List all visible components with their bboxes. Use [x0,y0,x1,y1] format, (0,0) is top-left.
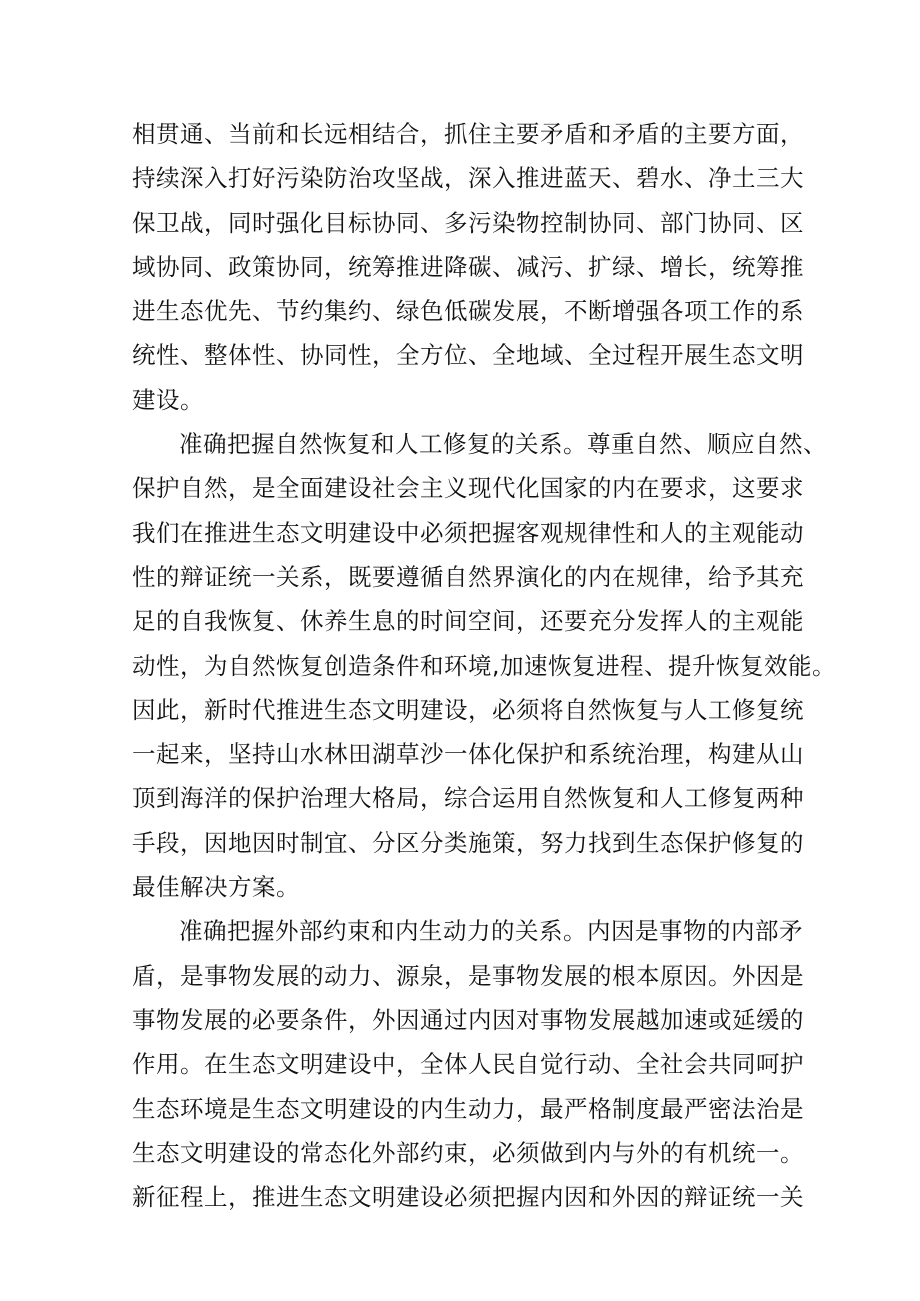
text-line: 统性、整体性、协同性，全方位、全地域、全过程开展生态文明 [132,341,804,370]
text-line: 盾，是事物发展的动力、源泉，是事物发展的根本原因。外因是 [132,961,804,990]
text-line: 一起来，坚持山水林田湖草沙一体化保护和系统治理，构建从山 [132,740,804,769]
text-line: 生态环境是生态文明建设的内生动力，最严格制度最严密法治是 [132,1094,804,1123]
text-line: 我们在推进生态文明建设中必须把握客观规律性和人的主观能动 [132,518,804,547]
text-line: 顶到海洋的保护治理大格局，综合运用自然恢复和人工修复两种 [132,784,804,813]
text-line: 手段，因地因时制宜、分区分类施策，努力找到生态保护修复的 [132,828,804,857]
text-line: 足的自我恢复、休养生息的时间空间，还要充分发挥人的主观能 [132,607,804,636]
text-line: 作用。在生态文明建设中，全体人民自觉行动、全社会共同呵护 [132,1050,804,1079]
text-line: 域协同、政策协同，统筹推进降碳、减污、扩绿、增长，统筹推 [132,252,804,281]
text-line: 事物发展的必要条件，外因通过内因对事物发展越加速或延缓的 [132,1005,804,1034]
text-line: 性的辩证统一关系，既要遵循自然界演化的内在规律，给予其充 [132,562,804,591]
text-line: 持续深入打好污染防治攻坚战，深入推进蓝天、碧水、净土三大 [132,164,804,193]
text-line: 保卫战，同时强化目标协同、多污染物控制协同、部门协同、区 [132,208,804,237]
text-line: 最佳解决方案。 [132,873,300,902]
text-line: 因此，新时代推进生态文明建设，必须将自然恢复与人工修复统 [132,695,804,724]
text-line: 建设。 [132,385,204,414]
text-line: 动性，为自然恢复创造条件和环境,加速恢复进程、提升恢复效能。 [132,651,836,680]
text-line: 进生态优先、节约集约、绿色低碳发展，不断增强各项工作的系 [132,297,804,326]
text-line: 新征程上，推进生态文明建设必须把握内因和外因的辩证统一关 [132,1183,804,1212]
text-line: 生态文明建设的常态化外部约束，必须做到内与外的有机统一。 [132,1138,804,1167]
text-line: 保护自然，是全面建设社会主义现代化国家的内在要求，这要求 [132,474,804,503]
paragraph-start-line: 准确把握自然恢复和人工修复的关系。尊重自然、顺应自然、 [179,430,827,459]
text-line: 相贯通、当前和长远相结合，抓住主要矛盾和矛盾的主要方面， [132,120,804,148]
body-text [132,112,836,1219]
paragraph-start-line: 准确把握外部约束和内生动力的关系。内因是事物的内部矛 [179,917,803,946]
